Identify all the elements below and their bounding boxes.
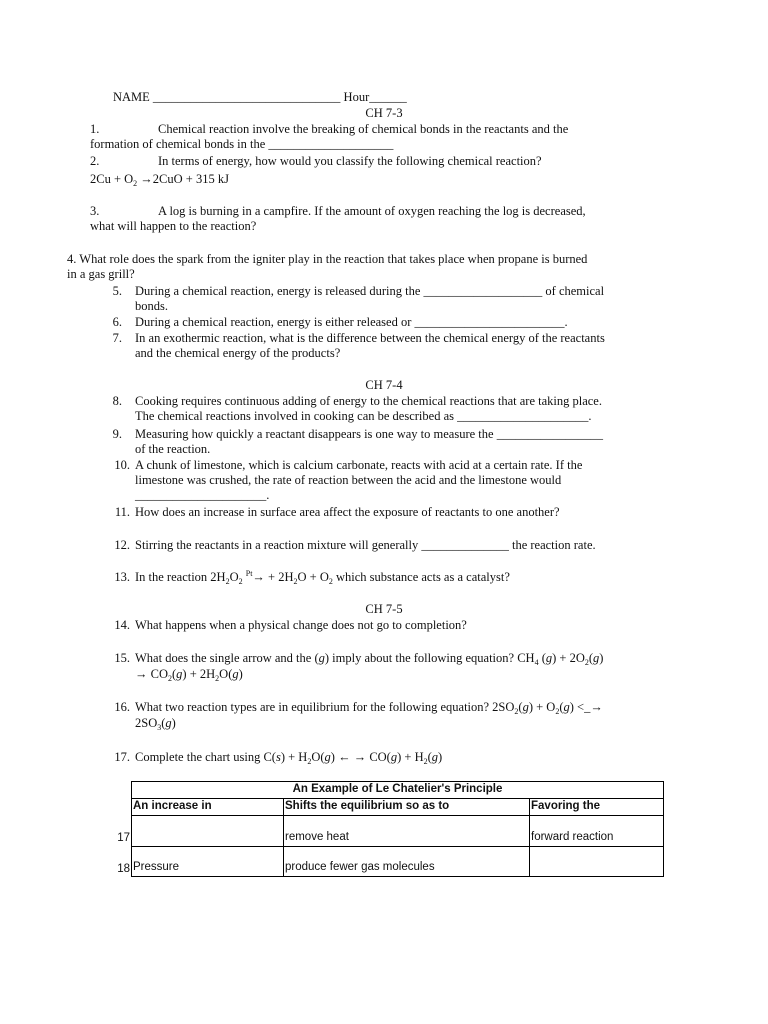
question-3-text: A log is burning in a campfire. If the amount of oxygen reaching the log is decreased,	[158, 204, 586, 218]
question-17-text: Complete the chart using $C(s) + H_2O(g)$ ← → $CO(g) + H_2(g)$	[135, 750, 443, 766]
question-1-text: Chemical reaction involve the breaking of chemical bonds in the reactants and the	[158, 122, 569, 136]
question-12-number: 12.	[114, 538, 130, 552]
question-2-text: In terms of energy, how would you classify the following chemical reaction?	[158, 154, 542, 168]
question-16-number: 16.	[114, 700, 130, 714]
chart-cell-17-favoring: forward reaction	[530, 815, 664, 846]
chart-header-increase: An increase in	[132, 798, 284, 815]
section-heading-ch7-5: CH 7-5	[365, 602, 403, 616]
question-12-text: Stirring the reactants in a reaction mixture will generally ______________ the reaction rate.	[135, 538, 596, 552]
chart-cell-18-increase: Pressure	[132, 846, 284, 876]
chart-header-shifts: Shifts the equilibrium so as to	[284, 798, 530, 815]
name-hour-line: NAME ______________________________ Hour______	[113, 90, 407, 104]
question-1-number: 1.	[90, 122, 100, 136]
question-10-text-cont: limestone was crushed, the rate of reaction between the acid and the limestone would	[135, 473, 562, 487]
question-8-text-cont: The chemical reactions involved in cooking can be described as _____________________.	[135, 409, 592, 423]
question-16-equation-cont: $2SO_3(g)$	[135, 716, 176, 732]
section-heading-ch7-4: CH 7-4	[365, 378, 403, 392]
chart-cell-18-favoring[interactable]	[530, 846, 664, 876]
question-10-number: 10.	[114, 458, 130, 472]
section-heading-ch7-3: CH 7-3	[365, 106, 403, 120]
le-chatelier-chart	[131, 781, 664, 877]
question-15-number: 15.	[114, 651, 130, 665]
question-3-number: 3.	[90, 204, 100, 218]
question-9-text: Measuring how quickly a reactant disappears is one way to measure the _________________	[135, 427, 603, 441]
question-13-number: 13.	[114, 570, 130, 584]
chart-header-favoring: Favoring the	[530, 798, 664, 815]
question-7-text: In an exothermic reaction, what is the difference between the chemical energy of the reactants	[135, 331, 605, 345]
question-15-text: What does the single arrow and the (g) imply about the following equation? $CH_4$ $(g) + 2O_2(g)$	[135, 651, 604, 667]
question-4-text-cont: in a gas grill?	[67, 267, 135, 281]
chart-title: An Example of Le Chatelier's Principle	[132, 782, 664, 799]
question-5-number: 5.	[112, 284, 122, 298]
question-5-text-cont: bonds.	[135, 299, 168, 313]
question-5-text: During a chemical reaction, energy is released during the ___________________ of chemical	[135, 284, 605, 298]
question-17-number: 17.	[114, 750, 130, 764]
chart-cell-17-increase[interactable]	[132, 815, 284, 846]
question-9-text-cont: of the reaction.	[135, 442, 211, 456]
question-14-number: 14.	[114, 618, 130, 632]
question-9-number: 9.	[112, 427, 122, 441]
chart-cell-17-shifts: remove heat	[284, 815, 530, 846]
question-7-text-cont: and the chemical energy of the products?	[135, 346, 341, 360]
chart-row-label-17: 17	[117, 832, 130, 844]
question-15-equation-cont: → $CO_2(g) + 2H_2O(g)$	[135, 667, 243, 683]
question-4-text: 4. What role does the spark from the igniter play in the reaction that takes place when propane is burned	[67, 252, 588, 266]
question-6-text: During a chemical reaction, energy is either released or ________________________.	[135, 315, 568, 329]
question-14-text: What happens when a physical change does not go to completion?	[135, 618, 467, 632]
question-11-number: 11.	[114, 505, 130, 519]
question-1-text-cont: formation of chemical bonds in the ____________________	[90, 137, 394, 151]
question-3-text-cont: what will happen to the reaction?	[90, 219, 257, 233]
question-8-text: Cooking requires continuous adding of energy to the chemical reactions that are taking place.	[135, 394, 602, 408]
question-2-equation: $2Cu + O_2 \to 2CuO + 315$ kJ	[90, 172, 229, 188]
chart-cell-18-shifts: produce fewer gas molecules	[284, 846, 530, 876]
question-13-text: In the reaction $2H_2O_2$ $^{Pt}\to + 2H_2O + O_2$ which substance acts as a catalyst?	[135, 569, 510, 586]
question-6-number: 6.	[112, 315, 122, 329]
question-10-text: A chunk of limestone, which is calcium carbonate, reacts with acid at a certain rate. If the	[135, 458, 583, 472]
question-16-text: What two reaction types are in equilibrium for the following equation? $2SO_2(g) + O_2(g)$ <_→	[135, 700, 603, 716]
question-8-number: 8.	[112, 394, 122, 408]
question-2-number: 2.	[90, 154, 100, 168]
question-10-blank: _____________________.	[135, 488, 270, 502]
chart-row-label-18: 18	[117, 863, 130, 875]
question-7-number: 7.	[112, 331, 122, 345]
question-11-text: How does an increase in surface area affect the exposure of reactants to one another?	[135, 505, 560, 519]
